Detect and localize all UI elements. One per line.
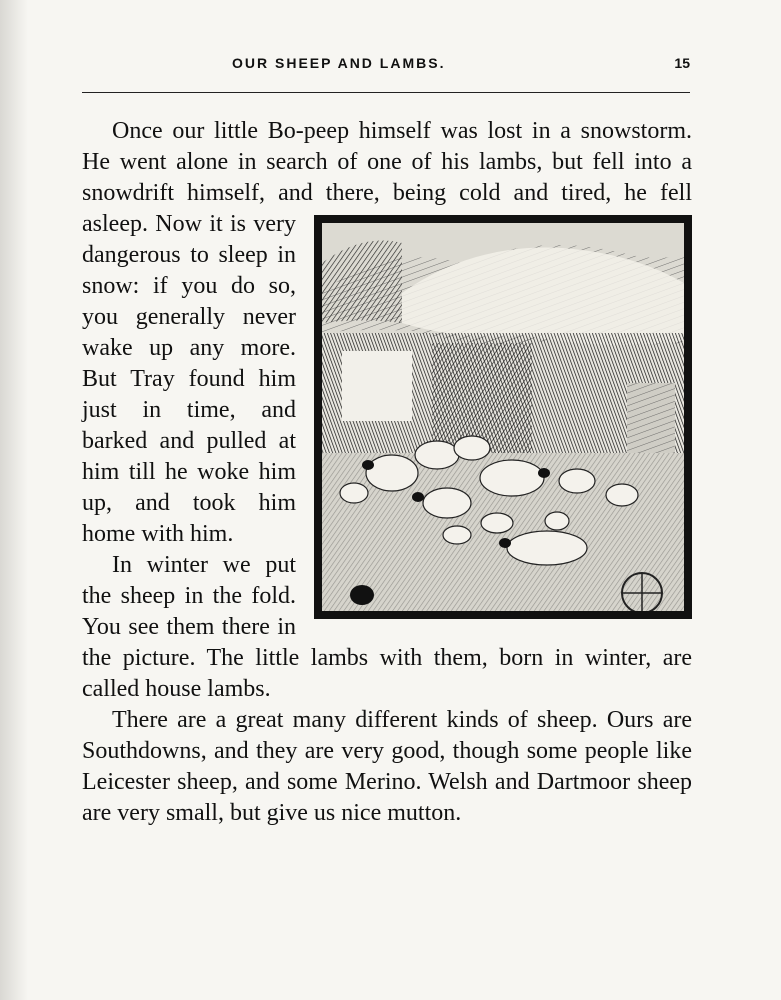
paragraph-3: There are a great many different kinds of sheep. Ours are Southdowns, and they are very good, though some people like Leicester sheep, and some Merino. Welsh and Dartmoor sheep are very small, but give us nice mutton. <box>82 707 692 826</box>
page-header <box>82 52 690 80</box>
body-text <box>82 116 692 829</box>
running-title: OUR SHEEP AND LAMBS. <box>232 55 446 71</box>
engraving-illustration <box>322 223 684 611</box>
page-edge-shadow <box>0 0 28 1000</box>
paragraph-1-text: Once our little Bo-peep himself was lost in a snowstorm. He went alone in search of one of his lambs, but fell into a snowdrift himself, and there, being cold and tired, he fell asleep. Now it is very <box>82 118 692 237</box>
paragraph-1-continued: dangerous to sleep in snow: if you do so, you generally never wake up any more. But Tray found him just in time, and barked and pulled at him till he woke him up, and took him home with him. <box>82 242 296 547</box>
sheep-fold-engraving <box>314 215 692 619</box>
paragraph-1 <box>82 116 692 550</box>
page-number: 15 <box>674 55 690 71</box>
paragraph-2: In winter we put the sheep in the fold. You see them there in the picture. The little lambs with them, born in winter, are called house lambs. <box>82 552 692 702</box>
header-rule <box>82 92 690 93</box>
